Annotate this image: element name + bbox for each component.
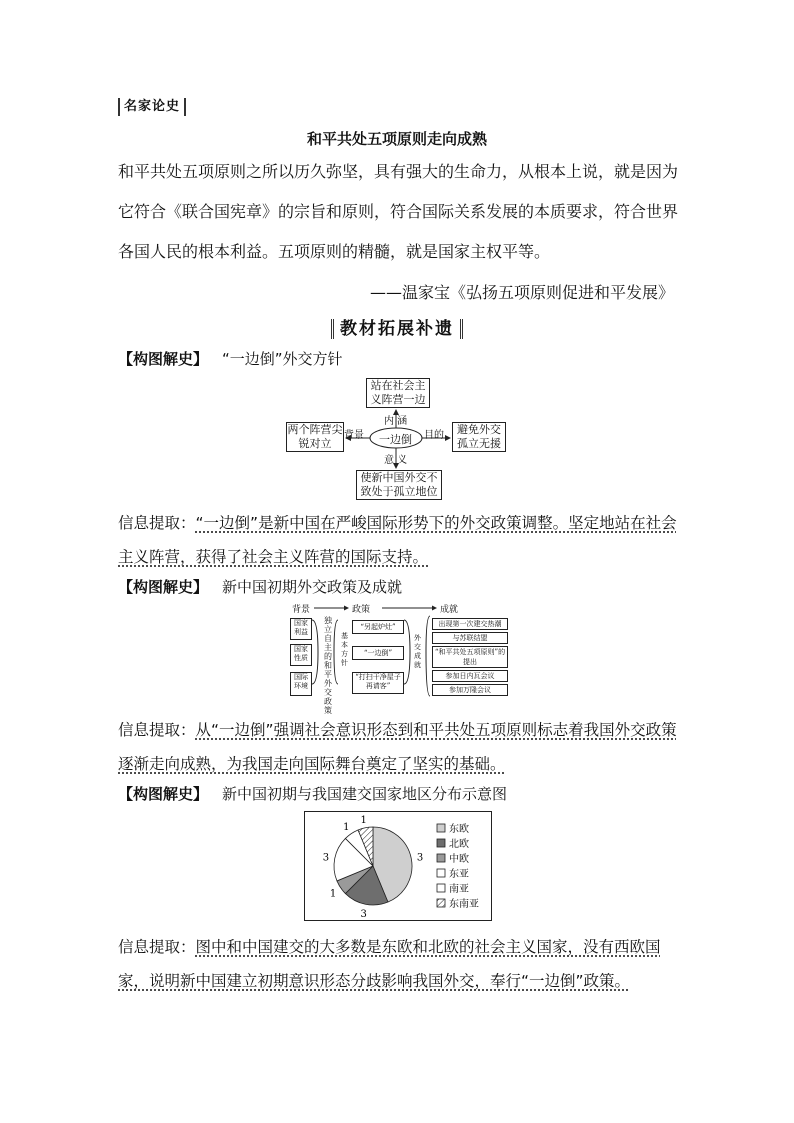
- heading-tag: 【构图解史】: [118, 785, 209, 803]
- diagram-left-box: 两个阵营尖锐对立: [287, 423, 343, 450]
- legend-swatch: [437, 854, 445, 862]
- block2-info: [118, 713, 678, 781]
- pie-data-label: 3: [416, 852, 424, 864]
- main-policy: 独立自主的和平外交政策: [324, 616, 332, 715]
- legend-label: 南亚: [449, 884, 469, 895]
- diagram-right-box: 避免外交孤立无援: [452, 422, 506, 452]
- section-title: 教材拓展补遗: [331, 319, 463, 339]
- diagram-top-box: 站在社会主义阵营一边: [366, 378, 430, 408]
- pie-data-label: 1: [343, 822, 350, 834]
- article-signature: ——温家宝《弘扬五项原则促进和平发展》: [369, 283, 674, 302]
- policy-box: “另起炉灶”: [352, 620, 404, 634]
- article-title: 和平共处五项原则走向成熟: [306, 130, 487, 148]
- block3-heading: [118, 783, 507, 804]
- basic-policy: 基本方针: [341, 632, 348, 667]
- legend-label: 中欧: [449, 854, 469, 865]
- diagram-bottom-label: 意 义: [384, 455, 408, 466]
- legend-label: 北欧: [449, 839, 469, 850]
- heading-text: “一边倒”外交方针: [222, 350, 343, 368]
- article-line: 和平共处五项原则之所以历久弥坚，具有强大的生命力，从根本上说，就是因为: [118, 162, 679, 181]
- article-line: 它符合《联合国宪章》的宗旨和原则，符合国际关系发展的本质要求，符合世界: [118, 202, 679, 221]
- info-label: 信息提取：: [118, 721, 196, 739]
- block3-info: [118, 930, 678, 998]
- policy-diagram: [286, 602, 510, 715]
- background-box: 国际环境: [290, 672, 312, 696]
- background-box: 国家利益: [290, 618, 312, 640]
- diagram-bottom-box: 使新中国外交不致处于孤立地位: [356, 470, 442, 500]
- block2-heading: [118, 576, 402, 597]
- legend-swatch: [437, 899, 445, 907]
- info-text: 从“一边倒”强调社会意识形态到和平共处五项原则标志着我国外交政策逐渐走向成熟，为我国走向国际舞台奠定了坚实的基础。: [118, 721, 677, 773]
- section-title-wrap: [0, 314, 794, 339]
- policy-box: “一边倒”: [352, 646, 404, 660]
- heading-text: 新中国初期与我国建交国家地区分布示意图: [222, 785, 508, 803]
- pie-data-label: 3: [360, 909, 367, 920]
- info-label: 信息提取：: [118, 938, 196, 956]
- column-tag: 名家论史: [118, 98, 186, 116]
- diagram-left-label: 背景: [344, 430, 364, 441]
- block1-heading: [118, 348, 343, 369]
- legend-label: 东欧: [449, 824, 469, 835]
- legend-swatch: [437, 824, 445, 832]
- info-text: “一边倒”是新中国在严峻国际形势下的外交政策调整。坚定地站在社会主义阵营，获得了社会主义阵营的国际支持。: [118, 514, 677, 566]
- article-body: [118, 152, 678, 272]
- block1-info: [118, 506, 678, 574]
- policy-box: “打扫干净屋子再请客”: [352, 672, 404, 694]
- legend-swatch: [437, 869, 445, 877]
- achievement-box: 出现第一次建交热潮: [432, 618, 508, 630]
- legend-label: 东南亚: [449, 899, 479, 910]
- heading-tag: 【构图解史】: [118, 350, 209, 368]
- heading-tag: 【构图解史】: [118, 578, 209, 596]
- pie-data-label: 1: [360, 814, 367, 826]
- diagram-top-label: 内 涵: [384, 416, 408, 427]
- legend-label: 东亚: [449, 869, 469, 880]
- pie-data-label: 1: [329, 888, 337, 900]
- achievement-box: 参加日内瓦会议: [432, 670, 508, 682]
- diagram-center: 一边倒: [379, 433, 412, 446]
- achievement-box: 与苏联结盟: [432, 632, 508, 644]
- legend-swatch: [437, 839, 445, 847]
- pie-chart: [305, 812, 491, 920]
- info-text: 图中和中国建交的大多数是东欧和北欧的社会主义国家，没有西欧国家，说明新中国建立初期意识形态分歧影响我国外交，奉行“一边倒”政策。: [118, 938, 661, 990]
- legend-swatch: [437, 884, 445, 892]
- heading-text: 新中国初期外交政策及成就: [222, 578, 403, 596]
- col-policy: 政策: [352, 605, 371, 615]
- achievement-box: 参加万隆会议: [432, 684, 508, 696]
- pie-data-label: 3: [322, 852, 330, 864]
- background-box: 国家性质: [290, 644, 312, 666]
- achievement-label: 外交成就: [414, 634, 421, 669]
- col-background: 背景: [292, 605, 311, 615]
- info-label: 信息提取：: [118, 514, 196, 532]
- col-achievement: 成就: [440, 605, 459, 615]
- pie-chart-frame: [304, 811, 492, 921]
- achievement-box: “和平共处五项原则”的提出: [432, 646, 508, 668]
- diagram-right-label: 目的: [424, 430, 444, 441]
- article-line: 各国人民的根本利益。五项原则的精髓，就是国家主权平等。: [118, 242, 551, 261]
- yibiandao-diagram: [284, 376, 508, 500]
